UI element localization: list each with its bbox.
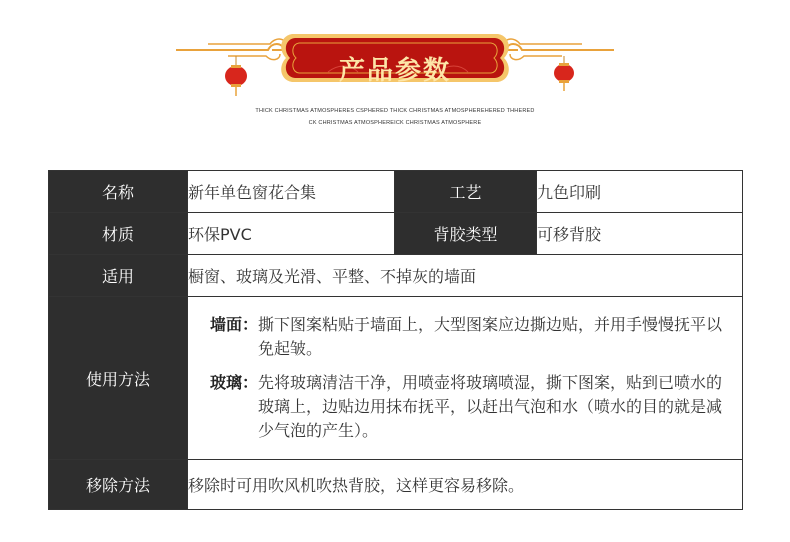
method-glass: [210, 371, 732, 443]
label-remove: 移除方法: [49, 460, 188, 510]
spec-row-usage-scope: [49, 255, 743, 297]
spec-row-method: [49, 297, 743, 460]
value-method: [188, 297, 743, 460]
value-remove: 移除时可用吹风机吹热背胶，这样更容易移除。: [188, 460, 743, 510]
label-adhesive: 背胶类型: [395, 213, 537, 255]
method-wall-text: 撕下图案粘贴于墙面上，大型图案应边撕边贴，并用手慢慢抚平以免起皱。: [258, 315, 723, 358]
label-name: 名称: [49, 171, 188, 213]
value-scope: 橱窗、玻璃及光滑、平整、不掉灰的墙面: [188, 255, 743, 297]
header-subtitle-line2: CK CHRISTMAS ATMOSPHEREICK CHRISTMAS ATMOSPHERE: [308, 120, 482, 126]
value-craft: 九色印刷: [537, 171, 743, 213]
spec-row-name: [49, 171, 743, 213]
value-adhesive: 可移背胶: [537, 213, 743, 255]
value-name: 新年单色窗花合集: [188, 171, 395, 213]
label-method: 使用方法: [49, 297, 188, 460]
label-craft: 工艺: [395, 171, 537, 213]
method-wall: [210, 313, 732, 361]
label-scope: 适用: [49, 255, 188, 297]
page-title: 产品参数: [338, 56, 451, 86]
spec-row-material: [49, 213, 743, 255]
label-material: 材质: [49, 213, 188, 255]
header-subtitle-line1: THICK CHRISTMAS ATMOSPHERES CSPHERED THICK CHRISTMAS ATMOSPHEREHERED THHERED: [255, 108, 535, 114]
method-wall-title: 墙面：: [210, 315, 259, 334]
value-material: 环保PVC: [188, 213, 395, 255]
spec-row-remove: [49, 460, 743, 510]
spec-table: [48, 170, 743, 510]
method-glass-title: 玻璃：: [210, 373, 259, 392]
header-banner: [168, 20, 622, 102]
method-glass-text: 先将玻璃清洁干净，用喷壶将玻璃喷湿，撕下图案，贴到已喷水的玻璃上，边贴边用抹布抚平，以赶出气泡和水（喷水的目的就是减少气泡的产生）。: [258, 373, 723, 440]
